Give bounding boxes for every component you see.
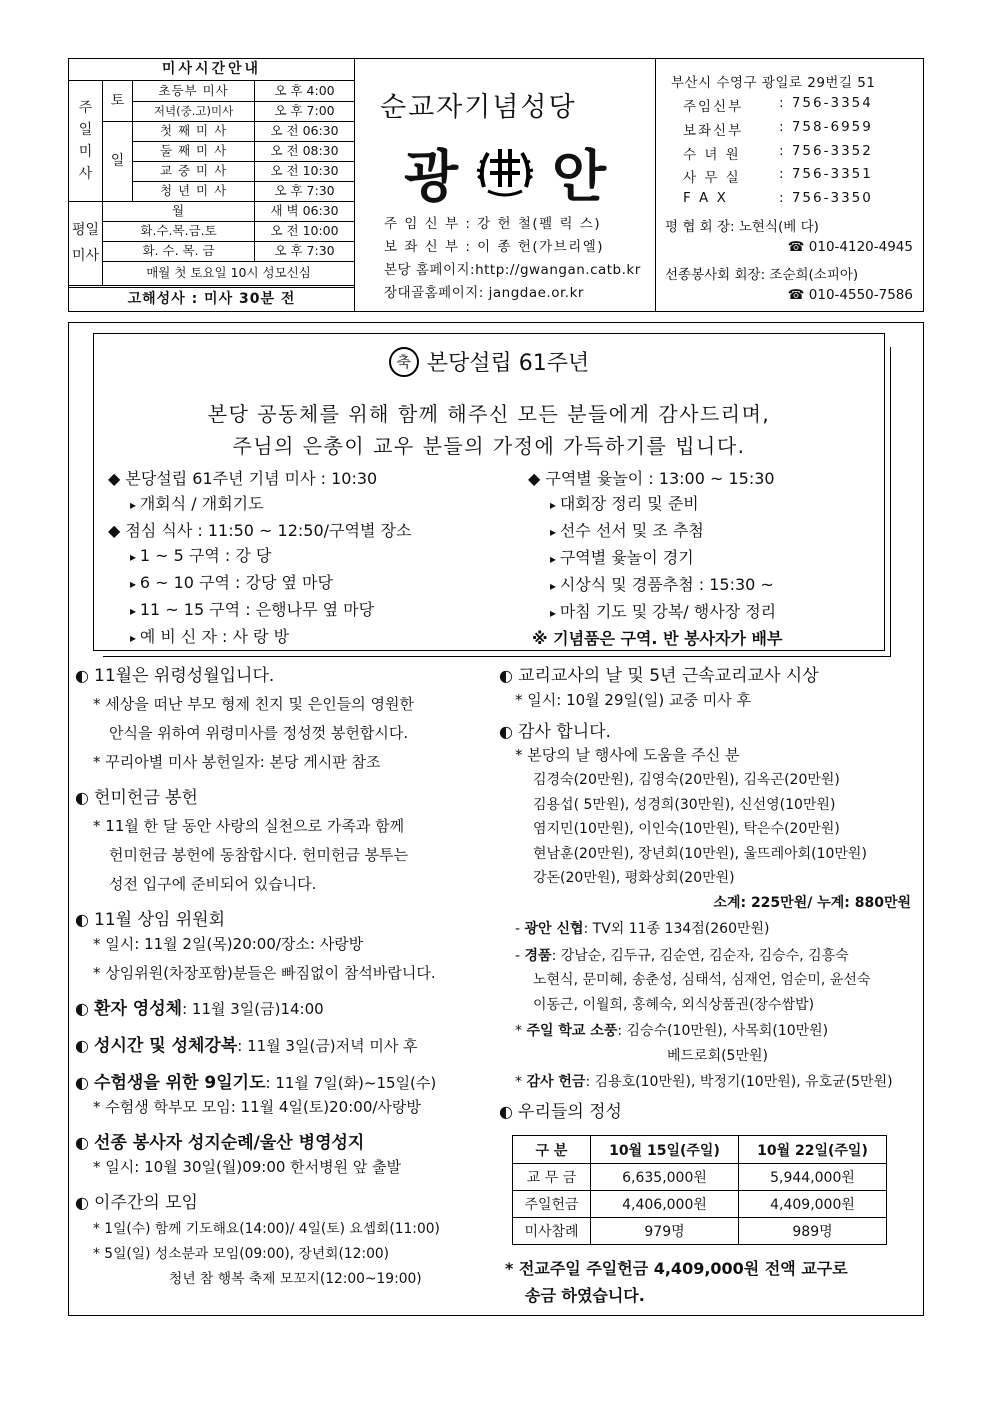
sunday-school-line: * 주일 학교 소풍: 김승수(10만원), 사목회(10만원) — [515, 1023, 829, 1039]
bullet-cont: 청년 참 행복 축제 모꼬지(12:00~19:00) — [169, 1271, 422, 1287]
contact-info — [659, 59, 923, 311]
phone-value: : 756-3351 — [779, 166, 873, 182]
mass-time: 오 전 10:30 — [255, 161, 354, 181]
bullet: * 상임위원(차장포함)분들은 빠짐없이 참석바랍니다. — [75, 959, 505, 988]
sunday-school-label: 주일 학교 소풍 — [526, 1023, 618, 1039]
final-note — [505, 1255, 915, 1309]
phone-label: 수 녀 원 — [683, 147, 741, 163]
mass-time: 오 전 06:30 — [255, 121, 354, 141]
donor-line: 강돈(20만원), 평화상회(20만원) — [533, 870, 735, 886]
mass-time: 오 전 10:00 — [255, 221, 354, 241]
mass-name: 첫 째 미 사 — [133, 121, 255, 141]
bullet-cont: 안식을 위하여 위령미사를 정성껏 봉헌합시다. — [109, 724, 409, 742]
shinhyup-value: : TV외 11종 134점(260만원) — [583, 921, 770, 937]
offering-cell: 4,406,000원 — [591, 1191, 739, 1218]
mass-time: 오 후 7:30 — [255, 181, 354, 201]
prize-line: 노현식, 문미혜, 송춘성, 심태석, 심재언, 엄순미, 윤선숙 — [533, 972, 871, 988]
church-name-right: 안 — [552, 144, 607, 210]
mass-name: 저녁(중.고)미사 — [133, 101, 255, 121]
phone-row — [683, 119, 873, 139]
phone-value: : 756-3350 — [779, 190, 873, 206]
bullet: * 5일(일) 성소분과 모임(09:00), 장년회(12:00) — [75, 1242, 505, 1267]
banner-item: ▸ 구역별 윷놀이 경기 — [528, 545, 782, 572]
banner-note: ※ 기념품은 구역. 반 봉사자가 배부 — [528, 626, 782, 651]
banner-item: ▸ 6 ~ 10 구역 : 강당 옆 마당 — [108, 570, 411, 597]
mass-time: 오 전 08:30 — [255, 141, 354, 161]
final-note-line: * 전교주일 주일헌금 4,409,000원 전액 교구로 — [505, 1259, 848, 1278]
phone-label: 사 무 실 — [683, 170, 741, 186]
banner-item: ▸ 1 ~ 5 구역 : 강 당 — [108, 543, 411, 570]
offering-cell: 주일헌금 — [513, 1191, 591, 1218]
section-title-bold: 선종 봉사자 성지순례/울산 병영성지 — [94, 1133, 365, 1153]
mass-name: 월 — [103, 201, 255, 221]
bullet: * 일시: 10월 29일(일) 교중 미사 후 — [499, 686, 919, 715]
thanks-label: 감사 헌금 — [526, 1074, 586, 1090]
banner-item: ▸ 예 비 신 자 : 사 랑 방 — [108, 624, 411, 651]
bullet: * 일시: 11월 2일(목)20:00/장소: 사랑방 — [75, 930, 505, 959]
phone-value: : 756-3352 — [779, 143, 873, 159]
section-title: ◐ 우리들의 정성 — [499, 1097, 919, 1122]
bullet: * 본당의 날 행사에 도움을 주신 분 — [499, 742, 919, 768]
section-title-bold: 성시간 및 성체강복 — [94, 1036, 238, 1056]
mass-name: 화.수.목.금.토 — [103, 221, 255, 241]
banner-right-column — [528, 466, 782, 651]
bullet: * 수험생 학부모 모임: 11월 4일(토)20:00/사랑방 — [75, 1093, 505, 1122]
donation-subtotal: 소계: 225만원/ 누계: 880만원 — [713, 894, 911, 911]
banner-shadow — [885, 347, 891, 657]
thanks-value: : 김용호(10만원), 박정기(10만원), 유호균(5만원) — [585, 1074, 893, 1090]
offering-cell: 4,409,000원 — [739, 1191, 887, 1218]
thanks-line: * 감사 헌금: 김용호(10만원), 박정기(10만원), 유호균(5만원) — [515, 1074, 893, 1090]
celebration-badge-icon: 축 — [389, 347, 419, 377]
prize-label: 경품 — [524, 947, 552, 964]
service-president: 선종봉사회 회장: 조순희(소피아) — [665, 267, 859, 283]
banner-title — [94, 346, 884, 377]
section-title — [75, 1068, 505, 1093]
prize-line: - 경품: 강남순, 김두규, 김순연, 김순자, 김승수, 김흥숙 — [515, 947, 849, 964]
prize-line: 이동근, 이월희, 홍혜숙, 외식상품권(장수쌈밥) — [533, 996, 815, 1013]
offering-cell: 교 무 금 — [513, 1164, 591, 1191]
section-title: ◐ 감사 합니다. — [499, 717, 919, 742]
sunday-group-label — [69, 81, 103, 201]
church-emblem-icon — [474, 139, 536, 201]
offering-cell: 979명 — [591, 1218, 739, 1245]
bullet: * 꾸리아별 미사 봉헌일자: 본당 게시판 참조 — [75, 748, 505, 777]
mass-name: 둘 째 미 사 — [133, 141, 255, 161]
bullet-cont: 헌미헌금 봉헌에 동참합시다. 헌미헌금 봉투는 — [109, 846, 409, 864]
section-title: ◐ 11월 상임 위원회 — [75, 905, 505, 930]
service-phone: ☎ 010-4550-7586 — [787, 287, 913, 303]
banner-line-2: 주님의 은총이 교우 분들의 가정에 가득하기를 빕니다. — [232, 434, 746, 458]
saturday-label: 토 — [103, 81, 133, 121]
section-title-tail: : 11월 7일(화)~15일(수) — [265, 1074, 437, 1092]
donor-line: 염지민(10만원), 이인숙(10만원), 탁은수(20만원) — [533, 821, 840, 837]
council-president: 평 협 회 장: 노현식(베 다) — [665, 219, 819, 235]
phone-row — [683, 95, 873, 115]
phone-value: : 756-3354 — [779, 95, 873, 111]
bullet-cont: 성전 입구에 준비되어 있습니다. — [109, 875, 317, 893]
assistant-info: 보 좌 신 부 : 이 종 헌(가브리엘) — [384, 239, 605, 255]
phone-row — [683, 143, 873, 163]
banner-item: ▸ 개회식 / 개회기도 — [108, 491, 411, 518]
weekday-group: 평일 — [72, 222, 100, 238]
banner-item: ▸ 시상식 및 경품추첨 : 15:30 ~ — [528, 572, 782, 599]
bullet: * 11월 한 달 동안 사랑의 실천으로 가족과 함께 — [75, 812, 505, 841]
mass-name: 화. 수. 목. 금 — [103, 241, 255, 261]
mass-time: 오 후 7:30 — [255, 241, 354, 261]
mass-schedule-title: 미사시간안내 — [69, 59, 354, 81]
banner-item: ▸ 선수 선서 및 조 추첨 — [528, 518, 782, 545]
mass-schedule — [69, 59, 355, 311]
first-saturday-note: 매월 첫 토요일 10시 성모신심 — [103, 261, 354, 285]
church-subtitle: 순교자기념성당 — [380, 92, 577, 123]
banner-heading: ◆ 본당설립 61주년 기념 미사 : 10:30 — [108, 466, 411, 491]
section-title-bold: 수험생을 위한 9일기도 — [94, 1073, 266, 1093]
bullet: * 세상을 떠난 부모 형제 친지 및 은인들의 영원한 — [75, 690, 505, 719]
banner-left-column — [108, 466, 411, 651]
final-note-text: 전교주일 주일헌금 4,409,000원 전액 교구로 — [518, 1259, 848, 1278]
section-title: ◐ 이주간의 모임 — [75, 1188, 505, 1213]
banner-heading: ◆ 구역별 윷놀이 : 13:00 ~ 15:30 — [528, 466, 782, 491]
banner-title-text: 본당설립 61주년 — [426, 351, 590, 376]
section-title-tail: : 11월 3일(금)14:00 — [182, 1000, 324, 1018]
right-column — [499, 661, 919, 1122]
banner-item: ▸ 11 ~ 15 구역 : 은행나무 옆 마당 — [108, 597, 411, 624]
weekday-sub: 미사 — [72, 248, 100, 264]
banner-heading: ◆ 점심 식사 : 11:50 ~ 12:50/구역별 장소 — [108, 518, 411, 543]
banner-line-1: 본당 공동체를 위해 함께 해주신 모든 분들에게 감사드리며, — [207, 402, 771, 426]
banner-item: ▸ 마침 기도 및 강복/ 행사장 정리 — [528, 599, 782, 626]
prize-value: : 강남순, 김두규, 김순연, 김순자, 김승수, 김흥숙 — [551, 947, 849, 964]
section-title: ◐ 교리교사의 날 및 5년 근속교리교사 시상 — [499, 661, 919, 686]
section-title-bold: 환자 영성체 — [94, 999, 183, 1019]
phone-row — [683, 190, 873, 206]
sunday-group-text: 주 일 미 사 — [78, 99, 93, 182]
address: 부산시 수영구 광일로 29번길 51 — [671, 75, 876, 91]
church-name — [404, 133, 607, 213]
church-brand — [356, 59, 656, 311]
offering-header: 10월 22일(주일) — [739, 1136, 887, 1164]
mass-time: 오 후 4:00 — [255, 81, 354, 101]
section-title: ◐ 11월은 위령성월입니다. — [75, 661, 505, 686]
church-name-left: 광 — [404, 144, 459, 210]
header — [68, 58, 924, 312]
phone-label: 보좌신부 — [683, 123, 744, 139]
weekday-group-label — [69, 201, 103, 285]
offering-header: 구 분 — [513, 1136, 591, 1164]
offering-cell: 989명 — [739, 1218, 887, 1245]
offering-table — [512, 1135, 887, 1245]
mass-schedule-table — [69, 81, 354, 286]
banner-item: ▸ 대회장 정리 및 준비 — [528, 491, 782, 518]
council-phone: ☎ 010-4120-4945 — [787, 239, 913, 255]
offering-header: 10월 15일(주일) — [591, 1136, 739, 1164]
bullet: * 1일(수) 함께 기도해요(14:00)/ 4일(토) 요셉회(11:00) — [75, 1217, 505, 1242]
mass-time: 새 벽 06:30 — [255, 201, 354, 221]
mass-time: 오 후 7:00 — [255, 101, 354, 121]
offering-cell: 6,635,000원 — [591, 1164, 739, 1191]
mass-name: 초등부 미사 — [133, 81, 255, 101]
main-content — [68, 322, 924, 1316]
phone-value: : 758-6959 — [779, 119, 873, 135]
banner-shadow — [103, 651, 891, 657]
jangdae-link[interactable]: 장대골홈페이지: jangdae.or.kr — [384, 285, 584, 301]
sunday-school-line: 베드로회(5만원) — [667, 1047, 768, 1064]
section-title — [75, 1031, 505, 1056]
final-note-line: 송금 하였습니다. — [525, 1286, 645, 1305]
clergy-info — [384, 213, 641, 305]
section-title: ◐ 헌미헌금 봉헌 — [75, 783, 505, 808]
sunday-label: 일 — [103, 121, 133, 201]
mass-name: 청 년 미 사 — [133, 181, 255, 201]
shinhyup-line: - 광안 신협: TV외 11종 134점(260만원) — [515, 921, 770, 937]
left-column — [75, 661, 505, 1292]
phone-label: 주임신부 — [683, 99, 744, 115]
phone-row — [683, 166, 873, 186]
sunday-school-value: : 김승수(10만원), 사목회(10만원) — [617, 1023, 829, 1039]
donor-line: 김용섭( 5만원), 성경희(30만원), 신선영(10만원) — [533, 796, 836, 813]
homepage-link[interactable]: 본당 홈페이지:http://gwangan.catb.kr — [384, 262, 641, 278]
offering-cell: 5,944,000원 — [739, 1164, 887, 1191]
confession-note: 고해성사 : 미사 30분 전 — [69, 287, 354, 311]
section-title — [75, 1128, 505, 1153]
phone-label: F A X — [683, 190, 728, 206]
bullet: * 일시: 10월 30일(월)09:00 한서병원 앞 출발 — [75, 1153, 505, 1182]
section-title — [75, 994, 505, 1019]
offering-cell: 미사참례 — [513, 1218, 591, 1245]
anniversary-banner — [93, 333, 885, 651]
donor-line: 현남훈(20만원), 장년회(10만원), 울뜨레아회(10만원) — [533, 845, 867, 862]
mass-name: 교 중 미 사 — [133, 161, 255, 181]
section-title-tail: : 11월 3일(금)저녁 미사 후 — [237, 1037, 418, 1055]
donor-line: 김경숙(20만원), 김영숙(20만원), 김옥곤(20만원) — [533, 772, 840, 788]
shinhyup-label: 광안 신협 — [524, 921, 584, 937]
pastor-info: 주 임 신 부 : 강 헌 철(펠 릭 스) — [384, 216, 602, 232]
